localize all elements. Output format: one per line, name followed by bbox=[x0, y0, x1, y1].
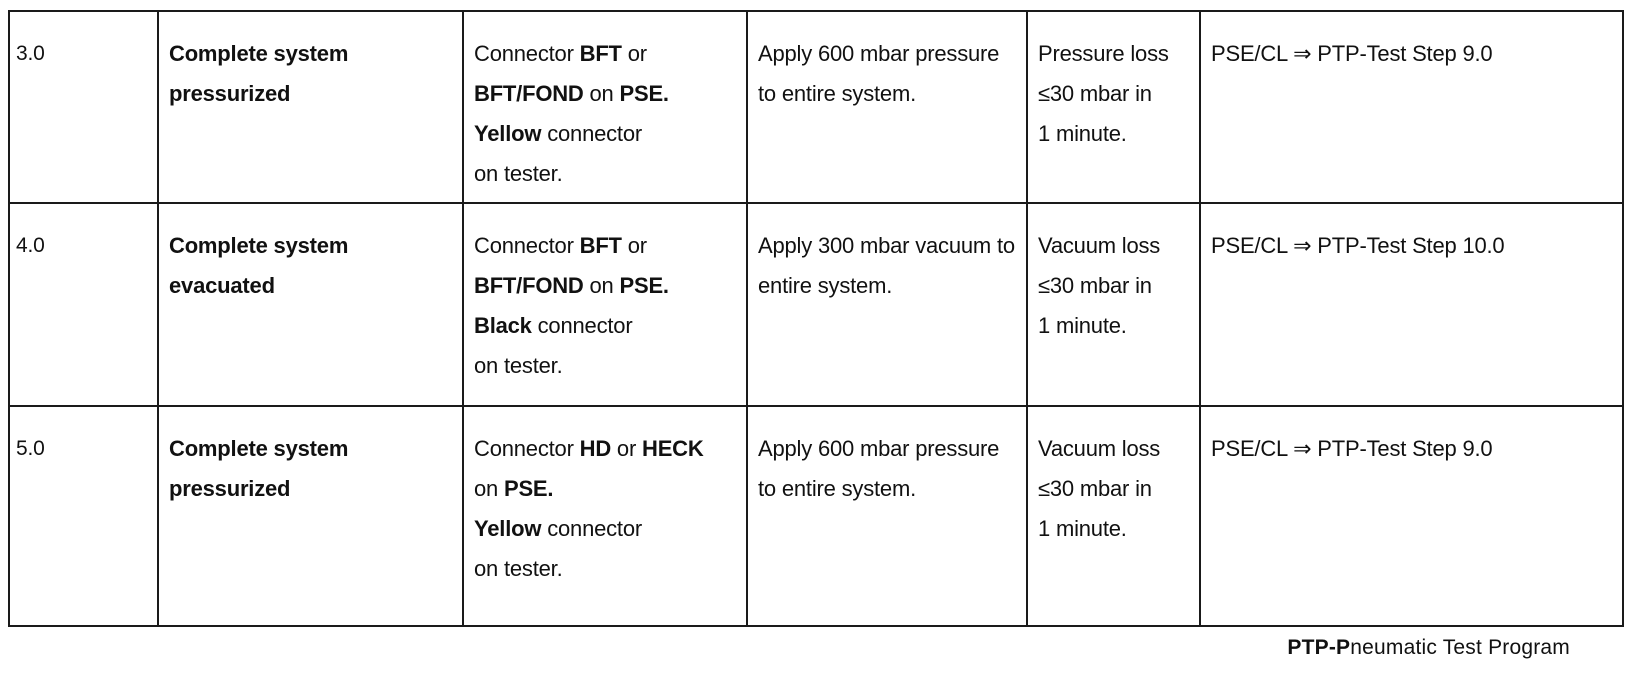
description-line: Complete system bbox=[169, 233, 349, 258]
action-cell bbox=[747, 406, 1027, 626]
criterion-line: 1 minute. bbox=[1038, 121, 1127, 146]
text-run: connector bbox=[541, 121, 643, 146]
description-line: pressurized bbox=[169, 476, 291, 501]
connector-cell bbox=[463, 11, 747, 203]
action-cell bbox=[747, 203, 1027, 406]
text-run: PSE. bbox=[503, 476, 554, 501]
connector-line bbox=[474, 74, 736, 114]
connector-line bbox=[474, 429, 736, 469]
text-run: connector bbox=[531, 313, 633, 338]
criterion-line: ≤30 mbar in bbox=[1038, 476, 1152, 501]
result-cell bbox=[1200, 11, 1623, 203]
step-number: 3.0 bbox=[16, 42, 45, 65]
description-line: evacuated bbox=[169, 273, 275, 298]
step-number-cell bbox=[9, 203, 158, 406]
connector-line bbox=[474, 114, 736, 154]
text-run: connector bbox=[541, 516, 643, 541]
criterion-cell bbox=[1027, 406, 1200, 626]
text-run: BFT/FOND bbox=[474, 81, 584, 106]
description-line: pressurized bbox=[169, 81, 291, 106]
criterion-line: Vacuum loss bbox=[1038, 436, 1161, 461]
action-line: Apply 600 mbar pressure bbox=[758, 41, 1000, 66]
connector-line bbox=[474, 509, 736, 549]
description-cell bbox=[158, 203, 463, 406]
text-run: BFT bbox=[579, 233, 622, 258]
table-row bbox=[9, 406, 1623, 626]
text-run: PSE. bbox=[619, 81, 669, 106]
result-text: PSE/CL ⇒ PTP-Test Step 9.0 bbox=[1211, 436, 1493, 461]
text-run: Connector bbox=[474, 41, 580, 66]
text-run: Connector bbox=[474, 233, 580, 258]
description-cell bbox=[158, 406, 463, 626]
criterion-cell bbox=[1027, 203, 1200, 406]
text-run: on bbox=[583, 273, 620, 298]
text-run: Black bbox=[474, 313, 532, 338]
connector-line bbox=[474, 154, 736, 194]
table-row bbox=[9, 11, 1623, 203]
connector-cell bbox=[463, 203, 747, 406]
step-number-cell bbox=[9, 406, 158, 626]
action-line: to entire system. bbox=[758, 476, 916, 501]
connector-cell bbox=[463, 406, 747, 626]
description-cell bbox=[158, 11, 463, 203]
connector-line bbox=[474, 34, 736, 74]
footnote-abbr: PTP- bbox=[1287, 636, 1337, 659]
result-cell bbox=[1200, 203, 1623, 406]
criterion-line: ≤30 mbar in bbox=[1038, 81, 1152, 106]
criterion-cell bbox=[1027, 11, 1200, 203]
criterion-line: 1 minute. bbox=[1038, 313, 1127, 338]
text-run: BFT/FOND bbox=[474, 273, 584, 298]
text-run: on tester. bbox=[474, 556, 563, 581]
text-run: on bbox=[474, 476, 504, 501]
footnote-rest: neumatic Test Program bbox=[1350, 636, 1570, 659]
action-cell bbox=[747, 11, 1027, 203]
action-line: Apply 600 mbar pressure bbox=[758, 436, 1000, 461]
connector-line bbox=[474, 346, 736, 386]
footnote bbox=[1287, 636, 1570, 660]
text-run: or bbox=[611, 436, 643, 461]
text-run: on tester. bbox=[474, 353, 563, 378]
footnote-initial: P bbox=[1336, 636, 1351, 659]
description-line: Complete system bbox=[169, 436, 349, 461]
text-run: HD bbox=[579, 436, 612, 461]
criterion-line: Pressure loss bbox=[1038, 41, 1169, 66]
result-text: PSE/CL ⇒ PTP-Test Step 9.0 bbox=[1211, 41, 1493, 66]
text-run: on bbox=[583, 81, 620, 106]
table-row bbox=[9, 203, 1623, 406]
criterion-line: Vacuum loss bbox=[1038, 233, 1161, 258]
result-text: PSE/CL ⇒ PTP-Test Step 10.0 bbox=[1211, 233, 1505, 258]
connector-line bbox=[474, 469, 736, 509]
connector-line bbox=[474, 266, 736, 306]
text-run: or bbox=[621, 233, 647, 258]
description-line: Complete system bbox=[169, 41, 349, 66]
step-number: 4.0 bbox=[16, 234, 45, 257]
criterion-line: ≤30 mbar in bbox=[1038, 273, 1152, 298]
action-line: Apply 300 mbar vacuum to bbox=[758, 233, 1015, 258]
text-run: Yellow bbox=[474, 516, 542, 541]
text-run: BFT bbox=[579, 41, 622, 66]
text-run: or bbox=[621, 41, 647, 66]
connector-line bbox=[474, 549, 736, 589]
step-number-cell bbox=[9, 11, 158, 203]
criterion-line: 1 minute. bbox=[1038, 516, 1127, 541]
text-run: Yellow bbox=[474, 121, 542, 146]
step-number: 5.0 bbox=[16, 437, 45, 460]
text-run: on tester. bbox=[474, 161, 563, 186]
connector-line bbox=[474, 306, 736, 346]
result-cell bbox=[1200, 406, 1623, 626]
text-run: PSE. bbox=[619, 273, 669, 298]
action-line: entire system. bbox=[758, 273, 893, 298]
action-line: to entire system. bbox=[758, 81, 916, 106]
connector-line bbox=[474, 226, 736, 266]
text-run: HECK bbox=[642, 436, 704, 461]
test-procedure-table bbox=[8, 10, 1624, 627]
text-run: Connector bbox=[474, 436, 580, 461]
